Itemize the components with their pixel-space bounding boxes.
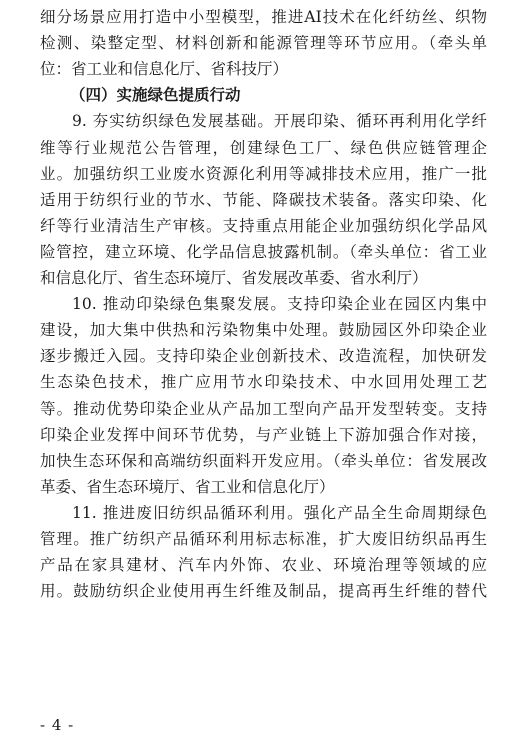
text-line: 印染企业发挥中间环节优势，与产业链上下游加强合作对接， <box>40 425 487 444</box>
text-line: 生态染色技术，推广应用节水印染技术、中水回用处理工艺 <box>40 373 487 392</box>
text-line: 加快生态环保和高端纺织面料开发应用。（牵头单位：省发展改 <box>40 451 487 470</box>
text-line: 10. 推动印染绿色集聚发展。支持印染企业在园区内集中 <box>72 295 487 314</box>
text-line: 险管控，建立环境、化学品信息披露机制。（牵头单位：省工业 <box>40 242 487 261</box>
text-line: 9. 夯实纺织绿色发展基础。开展印染、循环再利用化学纤 <box>72 112 487 131</box>
text-line: 位：省工业和信息化厅、省科技厅） <box>40 60 289 79</box>
page-number: - 4 - <box>40 716 75 734</box>
text-line: 维等行业规范公告管理，创建绿色工厂、绿色供应链管理企 <box>40 138 487 157</box>
text-line: 产品在家具建材、汽车内外饰、农业、环境治理等领域的应 <box>40 556 487 575</box>
text-line: 用。鼓励纺织企业使用再生纤维及制品，提高再生纤维的替代 <box>40 582 487 601</box>
text-line: 建设，加大集中供热和污染物集中处理。鼓励园区外印染企业 <box>40 321 487 340</box>
text-line: 检测、染整定型、材料创新和能源管理等环节应用。（牵头单 <box>40 34 487 53</box>
text-line: 纤等行业清洁生产审核。支持重点用能企业加强纺织化学品风 <box>40 216 487 235</box>
text-line: 管理。推广纺织产品循环利用标志标准，扩大废旧纺织品再生 <box>40 530 487 548</box>
text-line: 逐步搬迁入园。支持印染企业创新技术、改造流程，加快研发 <box>40 347 487 366</box>
text-line: 和信息化厅、省生态环境厅、省发展改革委、省水利厅） <box>40 269 428 287</box>
text-line: 等。推动优势印染企业从产品加工型向产品开发型转变。支持 <box>40 399 487 418</box>
text-line: 细分场景应用打造中小型模型，推进AI技术在化纤纺丝、织物 <box>40 8 487 26</box>
text-line: 适用于纺织行业的节水、节能、降碳技术装备。落实印染、化 <box>40 190 487 209</box>
text-line: 革委、省生态环境厅、省工业和信息化厅） <box>40 477 335 496</box>
text-line: 业。加强纺织工业废水资源化利用等减排技术应用，推广一批 <box>40 164 487 183</box>
section-heading: （四）实施绿色提质行动 <box>70 85 241 105</box>
text-line: 11. 推进废旧纺织品循环利用。强化产品全生命周期绿色 <box>72 503 487 522</box>
